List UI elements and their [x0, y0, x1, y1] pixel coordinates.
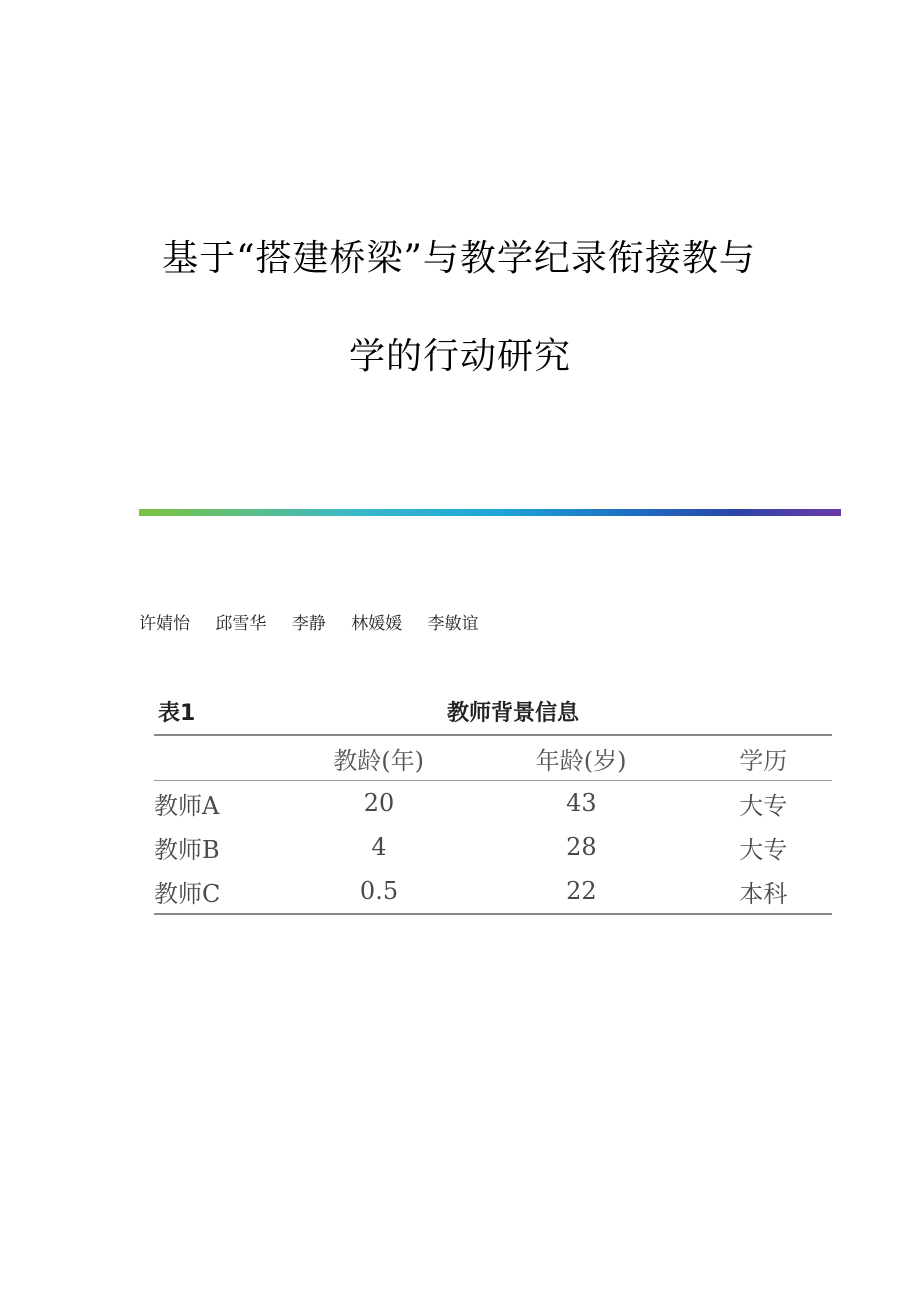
author-name: 李敏谊	[427, 614, 479, 634]
author-list	[139, 609, 499, 634]
data-table	[154, 736, 832, 780]
table-row	[154, 781, 832, 825]
table-number: 表1	[158, 701, 196, 726]
table-header-cell: 教龄(年)	[333, 746, 424, 775]
table-bottom-rule	[154, 913, 832, 915]
table-cell: 教师A	[154, 791, 220, 820]
author-name: 邱雪华	[215, 614, 267, 634]
gradient-divider	[139, 509, 841, 516]
table-cell: 22	[566, 877, 597, 905]
table-cell: 大专	[739, 835, 788, 864]
table-header-cell: 年龄(岁)	[535, 746, 627, 775]
table-cell: 教师B	[154, 835, 220, 864]
title-line-2: 学的行动研究	[348, 336, 571, 377]
table-cell: 大专	[739, 791, 788, 820]
table-cell: 43	[566, 789, 597, 817]
author-name: 许婧怡	[139, 614, 190, 634]
table-cell: 本科	[739, 879, 788, 908]
author-name: 李静	[291, 614, 326, 634]
table-heading	[154, 690, 832, 734]
data-table-body	[154, 781, 832, 913]
table-row	[154, 869, 832, 913]
table-cell: 4	[371, 833, 387, 861]
author-name: 林媛媛	[351, 614, 403, 634]
table-caption: 教师背景信息	[446, 701, 579, 726]
table-row	[154, 825, 832, 869]
table-cell: 28	[566, 833, 597, 861]
table-header-row	[154, 736, 832, 780]
table-cell: 教师C	[154, 879, 221, 908]
table-cell: 0.5	[359, 877, 399, 905]
table-cell: 20	[363, 789, 395, 817]
teacher-background-table	[154, 690, 832, 915]
table-header-cell: 学历	[739, 746, 788, 775]
title-line-1: 基于“搭建桥梁”与教学纪录衔接教与	[162, 238, 756, 279]
table-header-cell	[154, 736, 277, 780]
